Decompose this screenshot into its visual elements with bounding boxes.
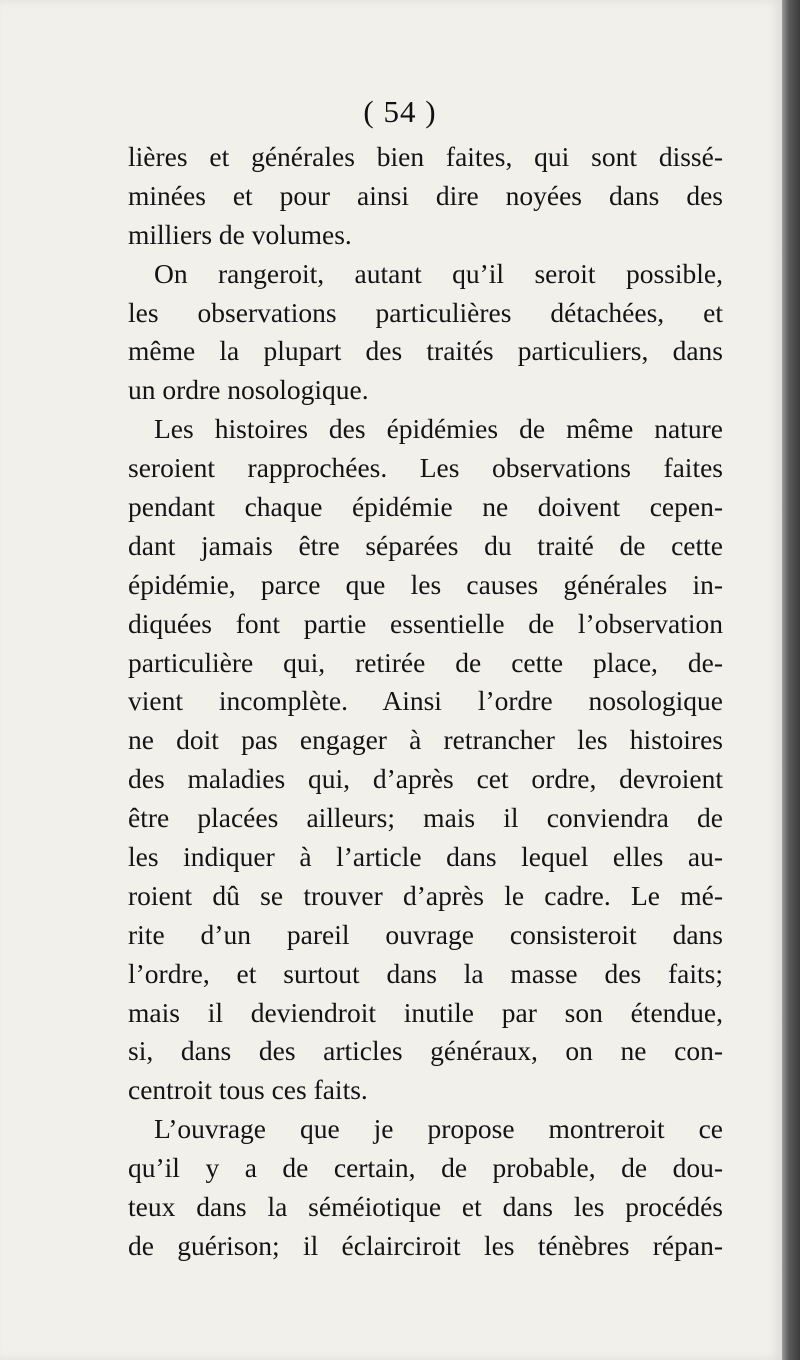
text-line: seroient rapprochées. Les observations faites <box>128 452 723 484</box>
text-line: les indiquer à l’article dans lequel elles au- <box>128 841 723 873</box>
text-line: lières et générales bien faites, qui sont dissé- <box>128 141 723 172</box>
text-line: de guérison; il éclairciroit les ténèbres répan- <box>128 1229 723 1261</box>
text-line: mais il deviendroit inutile par son étendue, <box>128 996 723 1028</box>
text-line: centroit tous ces faits. <box>128 1074 368 1106</box>
text-line: pendant chaque épidémie ne doivent cepen- <box>128 491 723 523</box>
text-line: l’ordre, et surtout dans la masse des faits; <box>128 957 723 989</box>
text-line: minées et pour ainsi dire noyées dans des <box>128 179 723 211</box>
text-line: On rangeroit, autant qu’il seroit possible, <box>154 257 723 289</box>
text-line: diquées font partie essentielle de l’observation <box>128 607 723 639</box>
text-line: roient dû se trouver d’après le cadre. Le mé- <box>128 879 723 911</box>
text-line: des maladies qui, d’après cet ordre, devroient <box>128 763 723 795</box>
text-line: ne doit pas engager à retrancher les histoires <box>128 724 723 756</box>
text-line: un ordre nosologique. <box>128 374 369 406</box>
text-line: être placées ailleurs; mais il conviendra de <box>128 802 723 834</box>
text-line: rite d’un pareil ouvrage consisteroit dans <box>128 918 723 950</box>
text-line: si, dans des articles généraux, on ne con- <box>128 1035 723 1067</box>
text-line: vient incomplète. Ainsi l’ordre nosologique <box>128 685 723 717</box>
page-edge-shadow <box>782 0 800 1360</box>
text-line: Les histoires des épidémies de même nature <box>154 413 723 445</box>
text-line: particulière qui, retirée de cette place, de- <box>128 646 723 678</box>
text-line: qu’il y a de certain, de probable, de dou- <box>128 1152 723 1184</box>
text-line: teux dans la séméiotique et dans les procédés <box>128 1191 723 1223</box>
body-text <box>128 138 723 1266</box>
text-line: dant jamais être séparées du traité de cette <box>128 529 723 561</box>
text-line: même la plupart des traités particuliers, dans <box>128 335 723 367</box>
text-line: milliers de volumes. <box>128 218 352 250</box>
text-line: L’ouvrage que je propose montreroit ce <box>154 1113 723 1145</box>
text-line: les observations particulières détachées, et <box>128 296 723 328</box>
page-number: ( 54 ) <box>363 94 437 129</box>
text-line: épidémie, parce que les causes générales in- <box>128 568 723 600</box>
